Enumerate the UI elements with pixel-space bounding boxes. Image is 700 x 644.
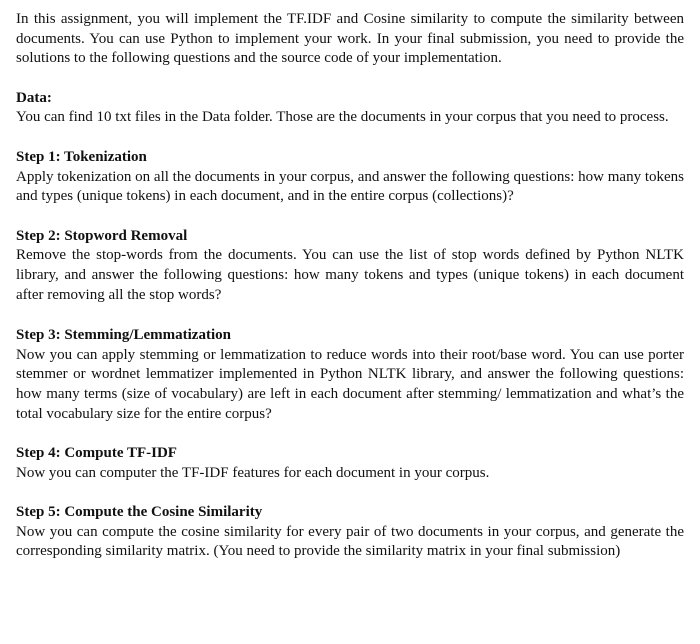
section-step-5 — [16, 503, 684, 562]
section-body-step-2: Remove the stop-words from the documents. You can use the list of stop words defined by Python NLTK library, and answer the following questions: how many tokens and types (unique tokens) in each document after removing all the stop words? — [16, 247, 684, 303]
section-body-step-4: Now you can computer the TF-IDF features for each document in your corpus. — [16, 464, 490, 481]
section-body-data: You can find 10 txt files in the Data folder. Those are the documents in your corpus that you need to process. — [16, 109, 669, 126]
section-step-3 — [16, 326, 684, 424]
section-body-step-3: Now you can apply stemming or lemmatization to reduce words into their root/base word. You can use porter stemmer or wordnet lemmatizer implemented in Python NLTK library, and answer the following questions: how many terms (size of vocabulary) are left in each document after stemming/ lemmatization and what’s the total vocabulary size for the entire corpus? — [16, 346, 684, 422]
section-data — [16, 89, 684, 128]
section-body-step-5: Now you can compute the cosine similarity for every pair of two documents in your corpus, and generate the corresponding similarity matrix. (You need to provide the similarity matrix in your final submission) — [16, 523, 684, 560]
intro-paragraph: In this assignment, you will implement the TF.IDF and Cosine similarity to compute the similarity between documents. You can use Python to implement your work. In your final submission, you need to provide the solutions to the following questions and the source code of your implementation. — [16, 11, 684, 67]
section-step-1 — [16, 148, 684, 207]
section-body-step-1: Apply tokenization on all the documents in your corpus, and answer the following questions: how many tokens and types (unique tokens) in each document, and in the entire corpus (collections)? — [16, 168, 684, 205]
section-heading-step-3: Step 3: Stemming/Lemmatization — [16, 327, 231, 344]
section-heading-step-2: Step 2: Stopword Removal — [16, 227, 188, 244]
section-heading-step-5: Step 5: Compute the Cosine Similarity — [16, 504, 263, 521]
section-step-4 — [16, 444, 684, 483]
section-heading-step-1: Step 1: Tokenization — [16, 148, 147, 165]
section-heading-data: Data: — [16, 89, 52, 106]
section-heading-step-4: Step 4: Compute TF-IDF — [16, 445, 177, 462]
section-step-2 — [16, 227, 684, 305]
